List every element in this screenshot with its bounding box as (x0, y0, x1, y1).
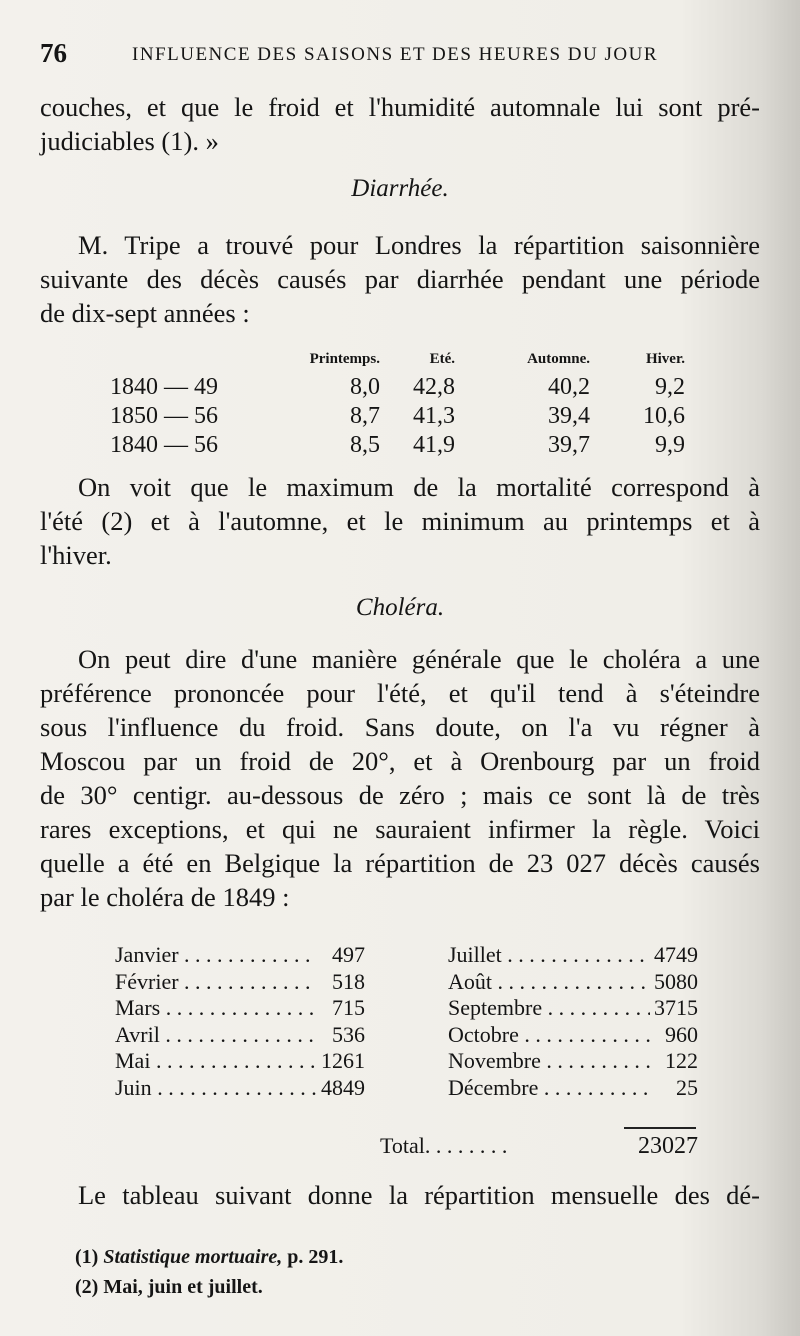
text-line: quelle a été en Belgique la répartition de 23 027 décès causés (40, 848, 760, 878)
diarrhee-seasonal-table (110, 345, 685, 460)
month-label: Mai . . . (115, 1048, 317, 1075)
total-value: 23027 (638, 1133, 698, 1159)
footnote-1 (75, 1242, 343, 1272)
section-title-diarrhee: Diarrhée. (351, 175, 449, 202)
list-item (115, 1022, 365, 1049)
table-cell: 10,6 (643, 403, 685, 429)
page-header (40, 38, 760, 72)
text-line: rares exceptions, et qui ne sauraient infirmer la règle. Voici (40, 814, 760, 844)
column-header: Automne. (527, 350, 590, 367)
table-cell: 40,2 (548, 374, 590, 400)
text-line: On voit que le maximum de la mortalité correspond à (78, 472, 760, 502)
column-header: Eté. (429, 350, 455, 367)
page-number: 76 (40, 38, 67, 68)
month-value: 497 (332, 942, 365, 967)
total-rule (624, 1127, 696, 1129)
text-line: l'hiver. (40, 540, 112, 570)
months-left-column (115, 942, 365, 1101)
text-line: de dix-sept années : (40, 298, 250, 328)
diarrhee-conclusion (40, 470, 760, 572)
column-header: Hiver. (645, 350, 685, 367)
text-line: Moscou par un froid de 20°, et à Orenbourg par un froid (40, 746, 760, 776)
month-value: 960 (665, 1021, 698, 1047)
text-line: judiciables (1). » (40, 126, 219, 156)
text-line: suivante des décès causés par diarrhée pendant une période (40, 264, 760, 294)
table-cell: 9,9 (655, 432, 685, 458)
table-cell: 8,0 (350, 374, 380, 400)
list-item (115, 1075, 365, 1102)
list-item (115, 1048, 365, 1075)
list-item (448, 1048, 698, 1075)
running-head: INFLUENCE DES SAISONS ET DES HEURES DU JOUR (132, 44, 658, 65)
footnote-marker: (1) (75, 1246, 99, 1268)
table-cell: 42,8 (413, 374, 455, 400)
total-label: Total. . . . . . . . (380, 1133, 508, 1158)
list-item (115, 969, 365, 996)
month-value: 3715 (654, 995, 698, 1020)
month-label: Septembre . . . (448, 995, 650, 1022)
footnote-2: (2) Mai, juin et juillet. (75, 1276, 263, 1298)
month-label: Juillet . . . (448, 942, 650, 969)
column-header: Printemps. (309, 350, 380, 367)
next-paragraph (40, 1178, 760, 1212)
table-cell: 39,7 (548, 432, 590, 458)
text-line: couches, et que le froid et l'humidité automnale lui sont pré- (40, 92, 760, 122)
list-item (448, 1022, 698, 1049)
text-line: Le tableau suivant donne la répartition mensuelle des dé- (78, 1180, 760, 1210)
footnote-source-title: Statistique mortuaire, (103, 1246, 283, 1268)
list-item (448, 1075, 698, 1102)
list-item (448, 942, 698, 969)
table-cell: 9,2 (655, 374, 685, 400)
month-value: 518 (332, 968, 365, 994)
table-header-row (110, 345, 685, 373)
period-cell: 1840 — 56 (110, 432, 218, 458)
list-item (448, 995, 698, 1022)
month-value: 4749 (654, 942, 698, 967)
month-value: 1261 (321, 1048, 365, 1073)
month-label: Août . . . (448, 969, 650, 996)
month-value: 4849 (321, 1074, 365, 1100)
month-label: Mars . . . (115, 995, 317, 1022)
month-value: 25 (676, 1074, 698, 1100)
month-label: Novembre . . . (448, 1048, 650, 1075)
month-label: Juin . . . (115, 1075, 317, 1102)
table-row (110, 373, 685, 402)
total-row (380, 1133, 698, 1160)
month-value: 5080 (654, 968, 698, 994)
period-cell: 1850 — 56 (110, 403, 218, 429)
footnote-page: p. 291. (287, 1246, 344, 1268)
text-line: de 30° centigr. au-dessous de zéro ; mais ce sont là de très (40, 780, 760, 810)
table-row (110, 431, 685, 460)
text-line: On peut dire d'une manière générale que le choléra a une (78, 644, 760, 674)
section-title-cholera: Choléra. (355, 594, 445, 621)
table-cell: 8,7 (350, 403, 380, 429)
table-cell: 41,9 (413, 432, 455, 458)
table-cell: 41,3 (413, 403, 455, 429)
diarrhee-paragraph (40, 228, 760, 330)
list-item (115, 942, 365, 969)
month-label: Avril . . . (115, 1022, 317, 1049)
month-value: 122 (665, 1048, 698, 1073)
cholera-paragraph (40, 642, 760, 914)
text-line: par le choléra de 1849 : (40, 882, 290, 912)
months-right-column (448, 942, 698, 1101)
intro-paragraph (40, 90, 760, 158)
text-line: l'été (2) et à l'automne, et le minimum au printemps et à (40, 506, 760, 536)
month-value: 715 (332, 995, 365, 1020)
table-cell: 39,4 (548, 403, 590, 429)
month-label: Janvier . . . (115, 942, 317, 969)
month-label: Février . . . (115, 969, 317, 996)
text-line: sous l'influence du froid. Sans doute, on l'a vu régner à (40, 712, 760, 742)
month-label: Octobre . . . (448, 1022, 650, 1049)
text-line: préférence prononcée pour l'été, et qu'il tend à s'éteindre (40, 678, 760, 708)
list-item (448, 969, 698, 996)
list-item (115, 995, 365, 1022)
text-line: M. Tripe a trouvé pour Londres la répartition saisonnière (78, 230, 760, 260)
table-row (110, 402, 685, 431)
month-label: Décembre . . . (448, 1075, 650, 1102)
period-header (110, 345, 255, 373)
period-cell: 1840 — 49 (110, 374, 218, 400)
month-value: 536 (332, 1021, 365, 1047)
footnotes (75, 1242, 343, 1302)
table-cell: 8,5 (350, 432, 380, 458)
